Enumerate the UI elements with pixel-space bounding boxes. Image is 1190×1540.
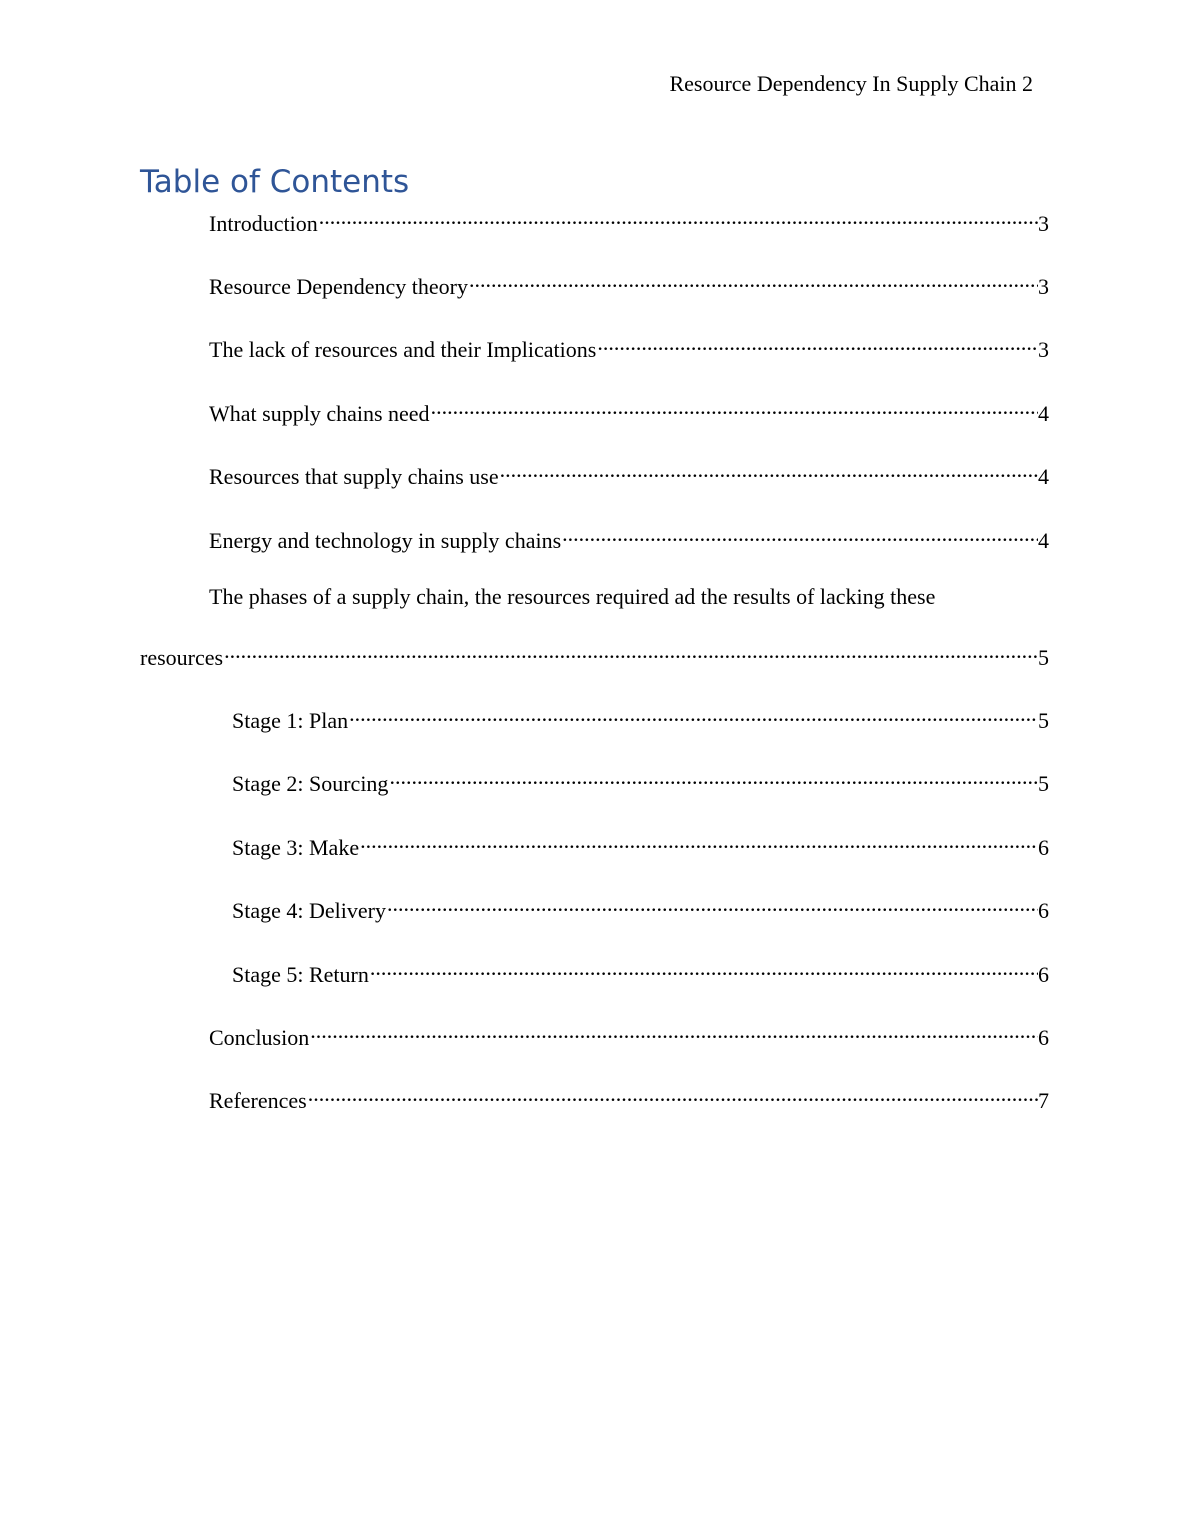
toc-entry-label: References [209, 1088, 307, 1113]
running-header: Resource Dependency In Supply Chain 2 [669, 71, 1033, 96]
toc-entry-label: Stage 5: Return [232, 962, 369, 987]
toc-entry-label: Introduction [209, 211, 318, 236]
toc-entry-label: Stage 2: Sourcing [232, 771, 389, 796]
toc-entry-phases-line2[interactable] [140, 637, 1049, 670]
toc-entry-what-supply-chains-need[interactable] [209, 393, 1049, 426]
toc-entry-stage-4-delivery[interactable] [232, 890, 1049, 923]
dot-leader [359, 827, 1038, 855]
dot-leader [596, 329, 1038, 357]
toc-page-number: 6 [1038, 962, 1049, 987]
dot-leader [223, 637, 1038, 665]
toc-entry-label: resources [140, 645, 224, 670]
dot-leader [468, 266, 1038, 294]
dot-leader [561, 520, 1038, 548]
toc-entry-label: What supply chains need [209, 401, 430, 426]
dot-leader [348, 700, 1038, 728]
toc-page-number: 4 [1038, 528, 1049, 553]
toc-page-number: 3 [1038, 211, 1049, 236]
toc-entry-resource-dependency-theory[interactable] [209, 266, 1049, 299]
toc-page-number: 5 [1038, 708, 1049, 733]
toc-entry-energy-and-technology[interactable] [209, 520, 1049, 553]
toc-entry-label: Energy and technology in supply chains [209, 528, 562, 553]
toc-page-number: 6 [1038, 835, 1049, 860]
dot-leader [386, 890, 1038, 918]
toc-page-number: 5 [1038, 771, 1049, 796]
toc-entry-stage-1-plan[interactable] [232, 700, 1049, 733]
toc-page-number: 6 [1038, 1025, 1049, 1050]
toc-title: Table of Contents [140, 164, 410, 200]
toc-entry-references[interactable] [209, 1080, 1049, 1113]
toc-entry-lack-of-resources[interactable] [209, 329, 1049, 362]
dot-leader [499, 456, 1038, 484]
dot-leader [369, 954, 1038, 982]
toc-entry-stage-5-return[interactable] [232, 954, 1049, 987]
toc-entry-conclusion[interactable] [209, 1017, 1049, 1050]
toc-page-number: 4 [1038, 401, 1049, 426]
toc-entry-label: Stage 4: Delivery [232, 898, 386, 923]
toc-page-number: 7 [1038, 1088, 1049, 1113]
toc-entry-phases-line1[interactable]: The phases of a supply chain, the resources required ad the results of lacking these [209, 584, 936, 609]
dot-leader [307, 1080, 1038, 1108]
toc-page-number: 3 [1038, 337, 1049, 362]
toc-entry-introduction[interactable] [209, 203, 1049, 236]
toc-entry-label: Conclusion [209, 1025, 310, 1050]
toc-entry-label: Resources that supply chains use [209, 464, 499, 489]
dot-leader [388, 763, 1038, 791]
toc-entry-stage-3-make[interactable] [232, 827, 1049, 860]
toc-entry-label: Stage 3: Make [232, 835, 360, 860]
toc-entry-resources-supply-chains-use[interactable] [209, 456, 1049, 489]
toc-page-number: 4 [1038, 464, 1049, 489]
toc-entry-stage-2-sourcing[interactable] [232, 763, 1049, 796]
toc-page-number: 5 [1038, 645, 1049, 670]
dot-leader [318, 203, 1038, 231]
toc-page-number: 3 [1038, 274, 1049, 299]
toc-entry-label: The lack of resources and their Implications [209, 337, 597, 362]
toc-entry-label: Stage 1: Plan [232, 708, 349, 733]
dot-leader [430, 393, 1038, 421]
dot-leader [309, 1017, 1038, 1045]
toc-entry-label: Resource Dependency theory [209, 274, 469, 299]
toc-page-number: 6 [1038, 898, 1049, 923]
